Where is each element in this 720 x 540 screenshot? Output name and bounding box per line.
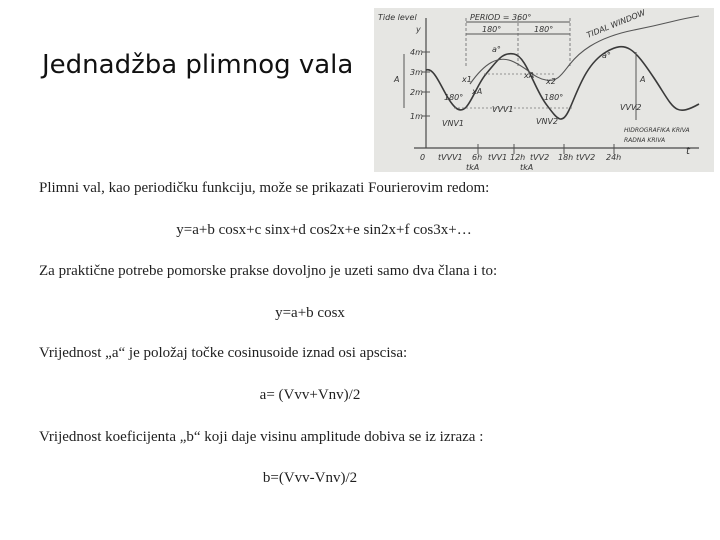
photo-label-x2: x2 <box>546 77 556 86</box>
photo-label-amplitude-left: A <box>394 75 400 84</box>
photo-y-tick-4m: 4m <box>410 48 423 57</box>
formula-simplified: y=a+b cosx <box>275 305 345 321</box>
photo-label-tk2: tkA <box>520 163 534 172</box>
photo-label-amplitude-right: A <box>640 75 646 84</box>
photo-label-tide-level: Tide level <box>378 13 417 22</box>
photo-x-tick-7: tVV2 <box>576 153 596 162</box>
photo-y-tick-3m: 3m <box>410 68 423 77</box>
photo-label-angle-180-left: 180° <box>444 93 464 102</box>
photo-label-half-period-1: 180° <box>482 25 502 34</box>
paragraph-coefficient-a: Vrijednost „a“ je položaj točke cosinusoide iznad osi apscisa: <box>39 345 408 361</box>
formula-fourier-series: y=a+b cosx+c sinx+d cos2x+e sin2x+f cos3x+… <box>176 222 472 238</box>
photo-x-tick-5: tVV2 <box>530 153 550 162</box>
photo-y-tick-1m: 1m <box>410 112 423 121</box>
photo-label-axis-t: t <box>686 146 690 157</box>
photo-x-tick-2: 6h <box>472 153 483 162</box>
paragraph-fourier: Plimni val, kao periodičku funkciju, može se prikazati Fourierovim redom: <box>39 180 490 196</box>
photo-x-tick-3: tVV1 <box>488 153 508 162</box>
paragraph-coefficient-b: Vrijednost koeficijenta „b“ koji daje visinu amplitude dobiva se iz izraza : <box>39 429 484 445</box>
paragraph-practical: Za praktične potrebe pomorske prakse dovoljno je uzeti samo dva člana i to: <box>39 263 498 279</box>
photo-label-vvv1: VVV1 <box>492 105 514 114</box>
photo-caption-1: HIDROGRAFIKA KRIVA <box>624 127 690 134</box>
photo-label-vnv2: VNV2 <box>536 117 559 126</box>
photo-label-tidal-window: TIDAL WINDOW <box>585 8 647 40</box>
photo-x-tick-6: 18h <box>558 153 574 162</box>
photo-label-half-period-2: 180° <box>534 25 554 34</box>
formula-coefficient-b: b=(Vvv-Vnv)/2 <box>262 470 358 486</box>
photo-label-period: PERIOD = 360° <box>470 13 532 22</box>
photo-x-tick-1: tVVV1 <box>438 153 463 162</box>
photo-y-tick-2m: 2m <box>410 88 423 97</box>
photo-x-tick-8: 24h <box>606 153 622 162</box>
photo-label-vvv2: VVV2 <box>620 103 642 112</box>
photo-caption-2: RADNA KRIVA <box>624 137 666 144</box>
photo-label-xa2: xA <box>524 71 535 80</box>
photo-x-tick-4: 12h <box>510 153 526 162</box>
slide-title: Jednadžba plimnog vala <box>42 50 354 80</box>
photo-label-angle-180: 180° <box>544 93 564 102</box>
photo-label-xa1: xA <box>472 87 483 96</box>
photo-y-tick-0: 0 <box>420 153 426 162</box>
photo-label-angle-b: a° <box>602 51 611 60</box>
photo-label-angle-a: a° <box>492 45 501 54</box>
photo-label-tk: tkA <box>466 163 480 172</box>
photo-label-axis-y: y <box>416 25 421 34</box>
formula-coefficient-a: a= (Vvv+Vnv)/2 <box>259 387 361 403</box>
photo-label-vnv1: VNV1 <box>442 119 465 128</box>
photo-label-x1: x1 <box>462 75 472 84</box>
